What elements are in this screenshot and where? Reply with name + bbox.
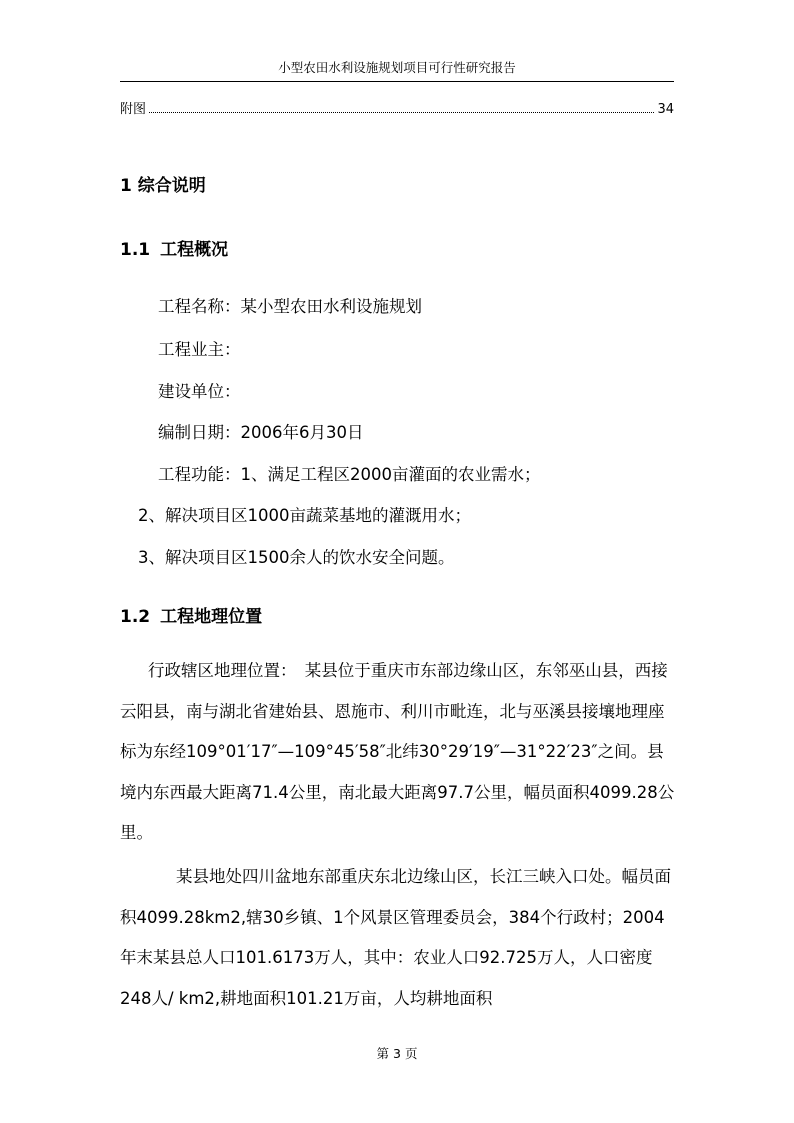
page-number: 第 3 页: [376, 1046, 418, 1061]
compile-date-line: 编制日期：2006年6月30日: [158, 423, 364, 442]
toc-entry-page: 34: [657, 102, 674, 117]
builder-line: 建设单位：: [158, 382, 241, 401]
section-number: 1.2: [120, 607, 151, 627]
project-owner-line: 工程业主：: [158, 340, 241, 359]
overview-paragraph: [120, 857, 676, 1019]
section-heading-1: 1 综合说明: [120, 176, 206, 196]
paragraph-text: 行政辖区地理位置： 某县位于重庆市东部边缘山区，东邻巫山县，西接云阳县，南与湖北省建始县、恩施市、利川市毗连，北与巫溪县接壤地理座标为东经109°01′17″—109°45′58″北纬30°29′19″—31°22′23″之间。县境内东西最大距离71.4公里，南北最大距离97.7公里，幅员面积4099.28公里。: [120, 661, 675, 843]
toc-entry[interactable]: [120, 97, 674, 117]
section-title: 工程概况: [160, 240, 229, 260]
function-line: 工程功能：1、满足工程区2000亩灌面的农业需水；: [158, 465, 541, 484]
function-item-3: 3、解决项目区1500余人的饮水安全问题。: [138, 548, 455, 567]
toc-leader-dots: [149, 111, 654, 113]
header-rule: [120, 81, 674, 82]
toc-entry-label: 附图: [120, 102, 147, 117]
running-header: 小型农田水利设施规划项目可行性研究报告: [278, 60, 516, 75]
section-heading-1-1: [120, 235, 228, 260]
function-item-2: 2、解决项目区1000亩蔬菜基地的灌溉用水；: [138, 506, 471, 525]
section-title: 工程地理位置: [160, 607, 263, 627]
location-paragraph: [120, 651, 676, 854]
section-heading-1-2: [120, 602, 262, 627]
section-number: 1.1: [120, 240, 151, 260]
project-name-line: 工程名称：某小型农田水利设施规划: [158, 297, 422, 316]
paragraph-text: 某县地处四川盆地东部重庆东北边缘山区，长江三峡入口处。幅员面积4099.28km2,辖30乡镇、1个风景区管理委员会，384个行政村；2004年末某县总人口101.6173万人，其中：农业人口92.725万人，人口密度248人/ km2,耕地面积101.21万亩，人均耕地面积: [120, 867, 671, 1008]
